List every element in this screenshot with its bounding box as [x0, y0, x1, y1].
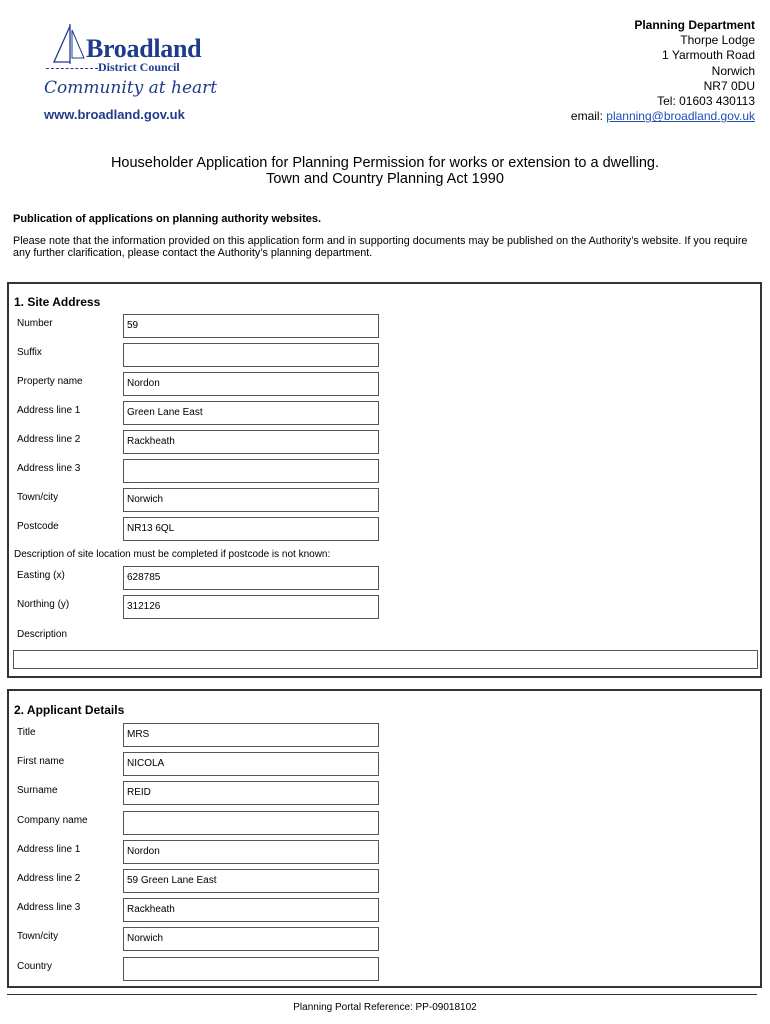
field-label: Northing (y) — [17, 599, 70, 610]
postcode-input[interactable]: NR13 6QL — [123, 517, 379, 541]
field-label: Easting (x) — [17, 570, 65, 581]
title-input[interactable]: MRS — [123, 723, 379, 747]
address-line: Norwich — [711, 63, 755, 78]
description-input[interactable] — [13, 650, 758, 669]
field-label: Address line 3 — [17, 463, 81, 474]
applicant-details-section — [7, 689, 762, 988]
address-line2-input[interactable]: Rackheath — [123, 430, 379, 454]
field-label: Postcode — [17, 521, 59, 532]
field-label: Title — [17, 727, 36, 738]
form-title-line2: Town and Country Planning Act 1990 — [266, 171, 504, 187]
address-line: NR7 0DU — [703, 78, 755, 93]
logo-name: Broadland — [86, 34, 202, 63]
property-name-input[interactable]: Nordon — [123, 372, 379, 396]
field-label: Country — [17, 961, 53, 972]
surname-input[interactable]: REID — [123, 781, 379, 805]
applicant-address-line3-input[interactable]: Rackheath — [123, 898, 379, 922]
publication-text: Please note that the information provided on this application form and in supporting documents may be published on the Authority’s website. If you require any further clarification, please contact the Authority’s planning department. — [13, 235, 748, 259]
northing-input[interactable]: 312126 — [123, 595, 379, 619]
field-label: Town/city — [17, 931, 59, 942]
department-name: Planning Department — [634, 18, 755, 32]
company-name-input[interactable] — [123, 811, 379, 835]
site-address-section — [7, 282, 762, 678]
field-label: Suffix — [17, 347, 42, 358]
field-label: Address line 3 — [17, 902, 81, 913]
field-label: Number — [17, 318, 53, 329]
field-label: Town/city — [17, 492, 59, 503]
council-website-link[interactable]: www.broadland.gov.uk — [44, 107, 185, 122]
council-logo — [40, 22, 218, 122]
applicant-address-line2-input[interactable]: 59 Green Lane East — [123, 869, 379, 893]
address-line1-input[interactable]: Green Lane East — [123, 401, 379, 425]
address-line: Thorpe Lodge — [680, 33, 755, 48]
field-label: First name — [17, 756, 65, 767]
field-label: Company name — [17, 815, 88, 826]
footer-divider — [7, 994, 757, 995]
applicant-address-line1-input[interactable]: Nordon — [123, 840, 379, 864]
sail-logo-icon — [48, 22, 88, 70]
publication-heading: Publication of applications on planning authority websites. — [13, 213, 322, 225]
field-label: Address line 2 — [17, 434, 81, 445]
email-link[interactable]: planning@broadland.gov.uk — [606, 109, 755, 124]
email-label: email: — [570, 109, 607, 124]
field-label: Address line 1 — [17, 405, 81, 416]
portal-reference: Planning Portal Reference: PP-09018102 — [293, 1002, 477, 1013]
section-heading: 1. Site Address — [14, 295, 101, 309]
number-input[interactable]: 59 — [123, 314, 379, 338]
field-label: Address line 1 — [17, 844, 81, 855]
field-label: Description — [17, 629, 68, 640]
department-contact — [571, 18, 755, 124]
field-label: Surname — [17, 785, 58, 796]
address-line3-input[interactable] — [123, 459, 379, 483]
address-line: 1 Yarmouth Road — [662, 48, 755, 63]
logo-divider — [46, 68, 98, 69]
easting-input[interactable]: 628785 — [123, 566, 379, 590]
section-heading: 2. Applicant Details — [14, 703, 125, 717]
location-note: Description of site location must be completed if postcode is not known: — [14, 549, 331, 560]
first-name-input[interactable]: NICOLA — [123, 752, 379, 776]
field-label: Property name — [17, 376, 83, 387]
applicant-country-input[interactable] — [123, 957, 379, 981]
applicant-town-city-input[interactable]: Norwich — [123, 927, 379, 951]
logo-council: District Council — [98, 60, 180, 74]
field-label: Address line 2 — [17, 873, 81, 884]
telephone: Tel: 01603 430113 — [657, 94, 755, 109]
logo-tagline: Community at heart — [44, 78, 218, 98]
suffix-input[interactable] — [123, 343, 379, 367]
form-title-line1: Householder Application for Planning Permission for works or extension to a dwelling. — [110, 155, 660, 171]
form-title — [0, 155, 770, 187]
town-city-input[interactable]: Norwich — [123, 488, 379, 512]
